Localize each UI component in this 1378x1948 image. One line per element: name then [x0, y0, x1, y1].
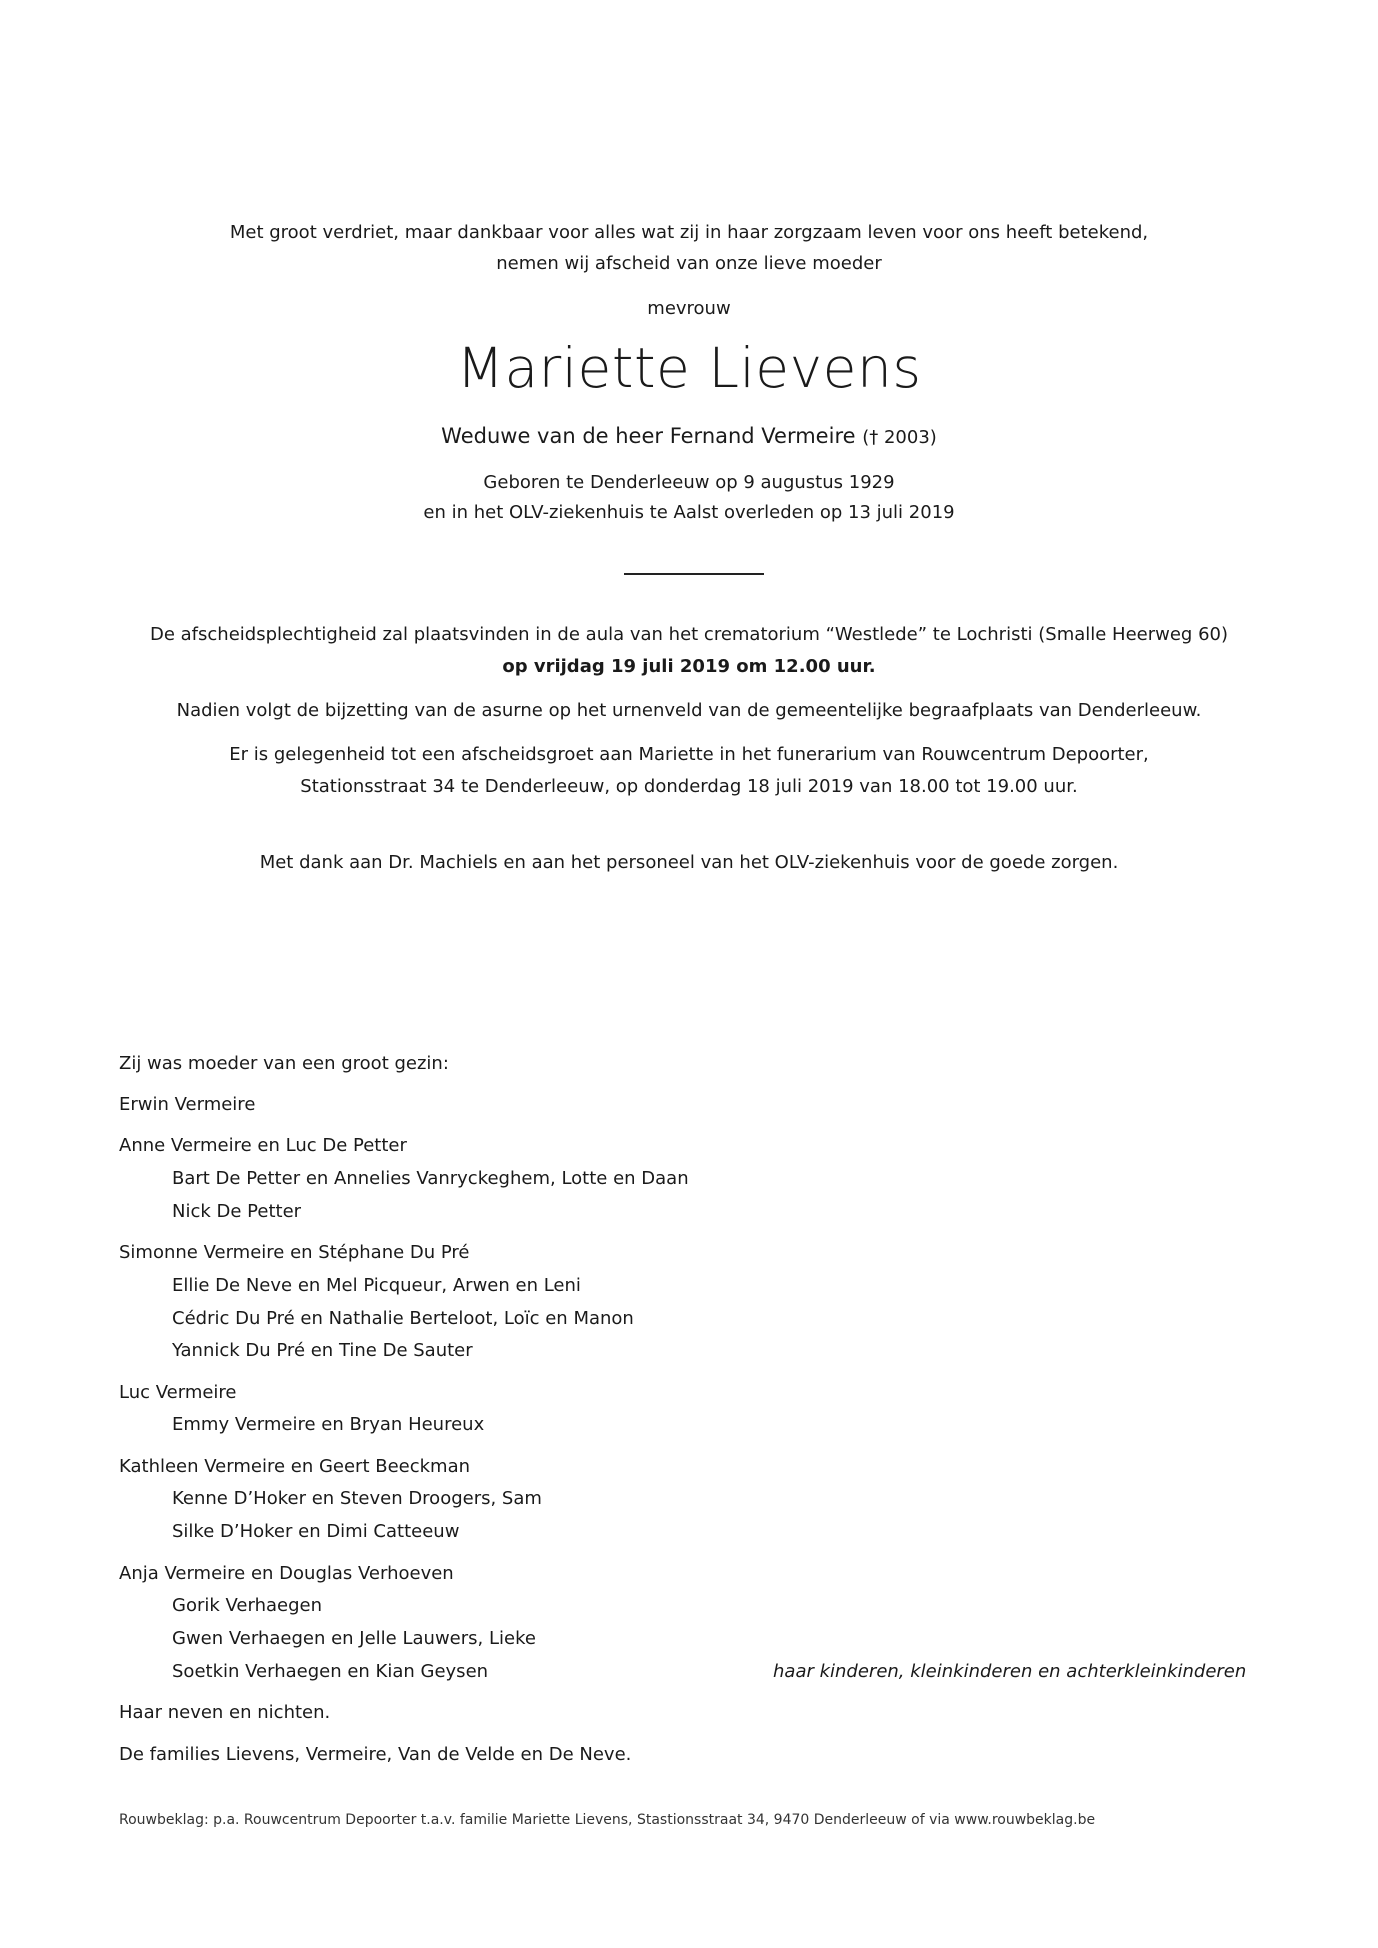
burial-line: Nadien volgt de bijzetting van de asurne op het urnenveld van de gemeentelijke begraafplaats van Denderleeuw.: [176, 700, 1202, 721]
divider-rule: [624, 573, 764, 575]
salutation: mevrouw: [647, 298, 731, 319]
farewell-line-2: Stationsstraat 34 te Denderleeuw, op donderdag 18 juli 2019 van 18.00 tot 19.00 uur.: [300, 776, 1078, 797]
family-child: Simonne Vermeire en Stéphane Du Pré: [119, 1242, 470, 1263]
family-child: Anne Vermeire en Luc De Petter: [119, 1135, 407, 1156]
family-extended: Haar neven en nichten.: [119, 1702, 331, 1723]
condolence-footer: Rouwbeklag: p.a. Rouwcentrum Depoorter t.a.v. familie Mariette Lievens, Stastionsstraat 34, 9470 Denderleeuw of via www.rouwbeklag.be: [119, 1812, 1096, 1828]
family-child: Kathleen Vermeire en Geert Beeckman: [119, 1456, 471, 1477]
family-grandchild: Kenne D’Hoker en Steven Droogers, Sam: [172, 1488, 542, 1509]
widow-text: Weduwe van de heer Fernand Vermeire: [441, 424, 856, 448]
ceremony-line-2: op vrijdag 19 juli 2019 om 12.00 uur.: [502, 656, 876, 677]
family-grandchild: Gwen Verhaegen en Jelle Lauwers, Lieke: [172, 1628, 536, 1649]
family-child: Luc Vermeire: [119, 1382, 237, 1403]
family-grandchild: Yannick Du Pré en Tine De Sauter: [172, 1340, 473, 1361]
family-grandchild: Emmy Vermeire en Bryan Heureux: [172, 1414, 485, 1435]
widow-year: († 2003): [862, 427, 937, 448]
birth-line: Geboren te Denderleeuw op 9 augustus 1929: [483, 472, 895, 493]
family-grandchild: Cédric Du Pré en Nathalie Berteloot, Loïc en Manon: [172, 1308, 634, 1329]
ceremony-line-1: De afscheidsplechtigheid zal plaatsvinden in de aula van het crematorium “Westlede” te Lochristi (Smalle Heerweg 60): [149, 624, 1229, 645]
family-grandchild: Soetkin Verhaegen en Kian Geysen: [172, 1661, 489, 1682]
family-grandchild: Ellie De Neve en Mel Picqueur, Arwen en Leni: [172, 1275, 581, 1296]
family-grandchild: Nick De Petter: [172, 1201, 302, 1222]
widow-line: [0, 423, 1378, 451]
intro-line-1: Met groot verdriet, maar dankbaar voor alles wat zij in haar zorgzaam leven voor ons heeft betekend,: [229, 222, 1149, 243]
farewell-line-1: Er is gelegenheid tot een afscheidsgroet aan Mariette in het funerarium van Rouwcentrum Depoorter,: [229, 744, 1149, 765]
family-extended: De families Lievens, Vermeire, Van de Velde en De Neve.: [119, 1744, 632, 1765]
deceased-name: Mariette Lievens: [456, 336, 922, 400]
thanks-line: Met dank aan Dr. Machiels en aan het personeel van het OLV-ziekenhuis voor de goede zorgen.: [259, 852, 1119, 873]
family-grandchild: Gorik Verhaegen: [172, 1595, 323, 1616]
family-child: Erwin Vermeire: [119, 1094, 256, 1115]
intro-line-2: nemen wij afscheid van onze lieve moeder: [496, 253, 882, 274]
family-relation-label: haar kinderen, kleinkinderen en achterkleinkinderen: [773, 1661, 1247, 1682]
family-grandchild: Silke D’Hoker en Dimi Catteeuw: [172, 1521, 460, 1542]
family-child: Anja Vermeire en Douglas Verhoeven: [119, 1563, 454, 1584]
family-heading: Zij was moeder van een groot gezin:: [119, 1053, 449, 1074]
death-line: en in het OLV-ziekenhuis te Aalst overleden op 13 juli 2019: [423, 502, 955, 523]
family-grandchild: Bart De Petter en Annelies Vanryckeghem, Lotte en Daan: [172, 1168, 689, 1189]
